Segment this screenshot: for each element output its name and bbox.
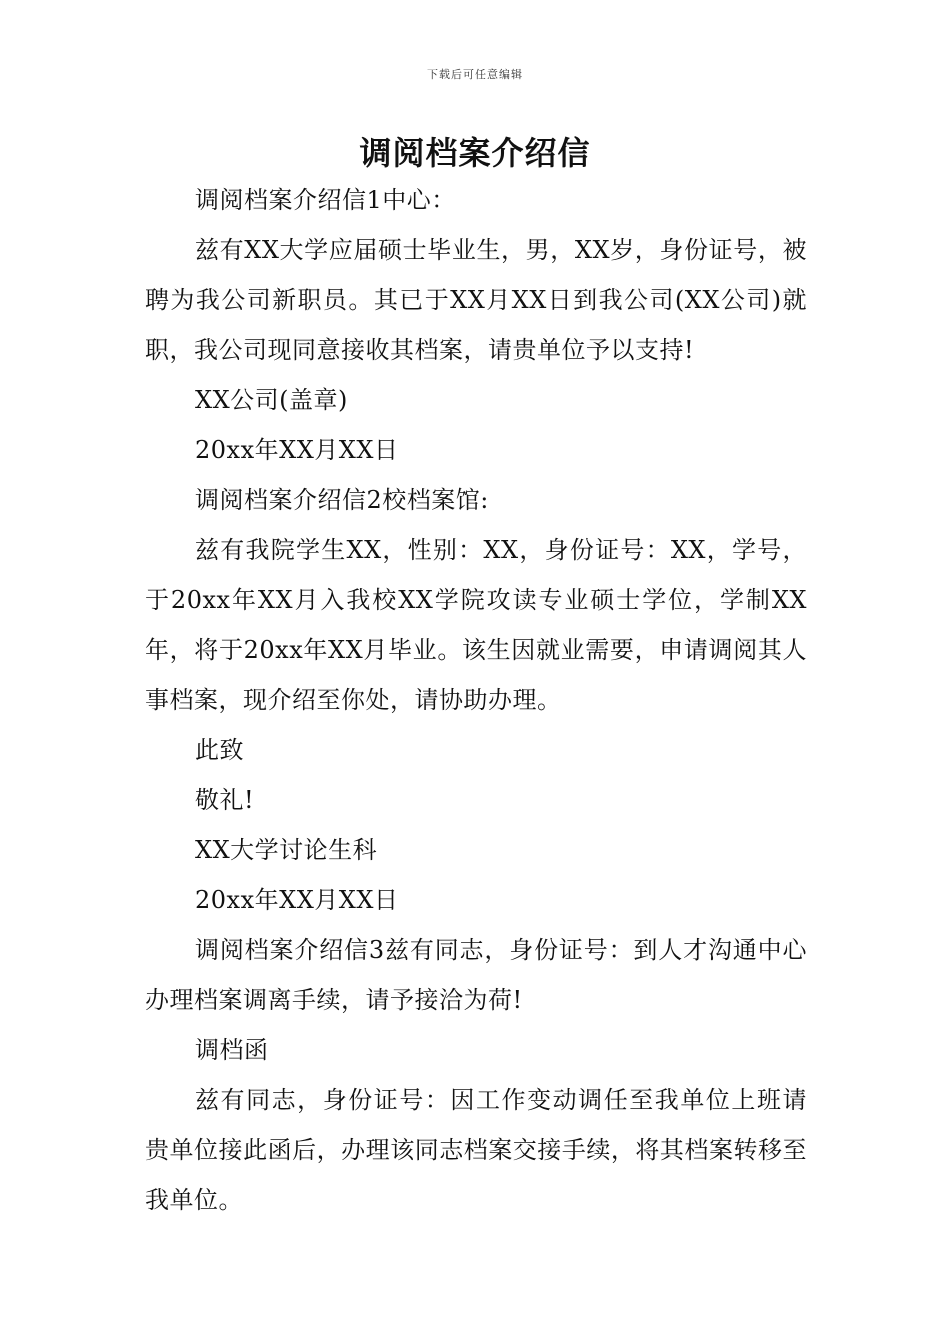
paragraph: 调阅档案介绍信2校档案馆: bbox=[195, 486, 489, 514]
paragraph: XX公司(盖章) bbox=[195, 386, 348, 414]
header-note: 下载后可任意编辑 bbox=[427, 68, 523, 81]
document-title: 调阅档案介绍信 bbox=[359, 134, 591, 172]
paragraph: 敬礼! bbox=[195, 786, 255, 814]
paragraph: XX大学讨论生科 bbox=[195, 836, 378, 864]
paragraph: 兹有我院学生XX，性别：XX，身份证号：XX，学号，于20xx年XX月入我校XX学院攻读专业硕士学位，学制XX年，将于20xx年XX月毕业。该生因就业需要，申请调阅其人事档案，现介绍至你处，请协助办理。 bbox=[145, 536, 807, 714]
paragraph: 兹有同志，身份证号：因工作变动调任至我单位上班请贵单位接此函后，办理该同志档案交接手续，将其档案转移至我单位。 bbox=[145, 1086, 807, 1214]
paragraph: 调阅档案介绍信1中心： bbox=[195, 186, 456, 214]
paragraph: 此致 bbox=[195, 736, 244, 764]
paragraph: 20xx年XX月XX日 bbox=[195, 436, 399, 464]
document-body bbox=[145, 175, 807, 1225]
paragraph: 20xx年XX月XX日 bbox=[195, 886, 399, 914]
paragraph: 调档函 bbox=[195, 1036, 269, 1064]
paragraph: 兹有XX大学应届硕士毕业生，男，XX岁，身份证号，被聘为我公司新职员。其已于XX月XX日到我公司(XX公司)就职，我公司现同意接收其档案，请贵单位予以支持! bbox=[145, 236, 807, 364]
paragraph: 调阅档案介绍信3兹有同志，身份证号：到人才沟通中心办理档案调离手续，请予接洽为荷! bbox=[145, 936, 807, 1014]
